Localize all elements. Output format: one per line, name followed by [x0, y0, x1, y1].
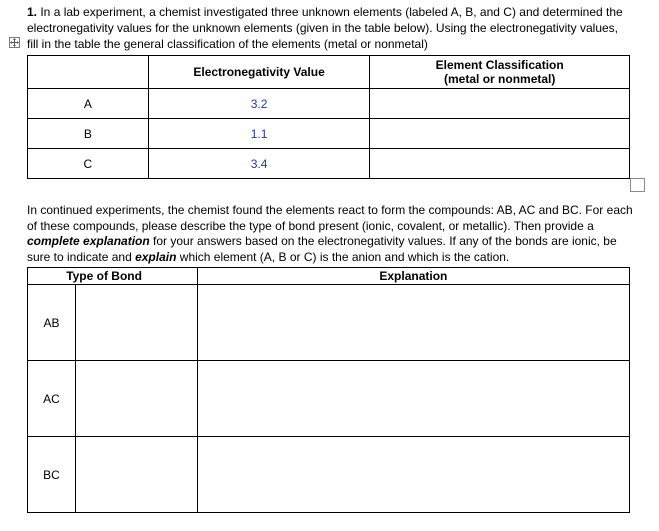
element-cell[interactable]: A — [28, 89, 149, 119]
explanation-cell[interactable] — [197, 285, 629, 361]
paragraph-part3: which element (A, B or C) is the anion and which is the cation. — [176, 249, 510, 264]
compound-cell[interactable]: BC — [28, 437, 76, 513]
question-intro — [27, 4, 627, 52]
paragraph-part2: for your answers based on the electronegativity values. If any of the bonds are ionic, be sure to indicate and — [27, 234, 617, 264]
header-type-label: Type of Bond — [66, 269, 142, 283]
header-classification-line1: Element Classification — [435, 58, 564, 72]
bond-type-cell[interactable] — [75, 361, 197, 437]
table-resize-icon[interactable] — [630, 178, 645, 192]
paragraph-part1: In continued experiments, the chemist found the elements react to form the compounds: AB, AC and BC. For each of these compounds, please describe the type of bond present (ionic, covalent, or metallic). Then provide a — [27, 203, 633, 233]
table-row — [28, 361, 630, 437]
value-cell[interactable]: 3.2 — [148, 89, 370, 119]
compound-cell[interactable]: AC — [28, 361, 76, 437]
header-blank-cell[interactable] — [28, 56, 149, 89]
table-header-row — [28, 268, 630, 285]
table-row — [28, 149, 630, 179]
table-row — [28, 437, 630, 513]
element-cell[interactable]: C — [28, 149, 149, 179]
header-type-of-bond — [66, 268, 197, 285]
paragraph-emphasis-complete-explanation: complete explanation — [27, 234, 150, 248]
classification-cell[interactable] — [370, 89, 630, 119]
compound-cell[interactable]: AB — [28, 285, 76, 361]
table-row — [28, 119, 630, 149]
classification-cell[interactable] — [370, 119, 630, 149]
table-row — [28, 89, 630, 119]
header-explanation: Explanation — [197, 268, 629, 285]
value-cell[interactable]: 1.1 — [148, 119, 370, 149]
bond-type-table — [27, 267, 630, 513]
classification-cell[interactable] — [370, 149, 630, 179]
electronegativity-table — [27, 55, 630, 179]
header-classification — [370, 56, 630, 89]
instructions-paragraph — [27, 203, 633, 265]
move-cross-icon[interactable] — [9, 37, 20, 48]
explanation-cell[interactable] — [197, 437, 629, 513]
table-row — [28, 285, 630, 361]
explanation-cell[interactable] — [197, 361, 629, 437]
table-header-row — [28, 56, 630, 89]
header-electronegativity: Electronegativity Value — [148, 56, 370, 89]
element-cell[interactable]: B — [28, 119, 149, 149]
header-classification-line2: (metal or nonmetal) — [444, 72, 556, 86]
question-number: 1. — [27, 5, 38, 19]
value-cell[interactable]: 3.4 — [148, 149, 370, 179]
paragraph-emphasis-explain: explain — [135, 249, 177, 264]
question-text: In a lab experiment, a chemist investigated three unknown elements (labeled A, B, and C) and determined the electronegativity values for the unknown elements (given in the table below). Using the electronegativity values, fill in the table the general classification of the elements (metal or nonmetal) — [27, 5, 623, 51]
bond-type-cell[interactable] — [75, 285, 197, 361]
bond-type-cell[interactable] — [75, 437, 197, 513]
